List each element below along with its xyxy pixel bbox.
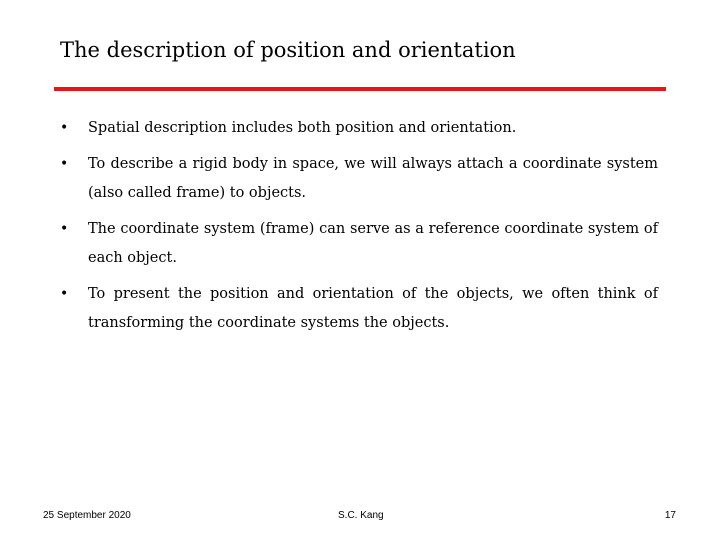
footer-date: 25 September 2020: [43, 510, 131, 521]
footer-author: S.C. Kang: [338, 510, 384, 521]
bullet-text: To describe a rigid body in space, we will always attach a coordinate system (also called frame) to objects.: [88, 156, 658, 201]
bullet-dot-icon: •: [60, 221, 69, 237]
bullet-dot-icon: •: [60, 156, 69, 172]
page-number: 17: [664, 510, 676, 521]
bullet-item: [60, 114, 658, 143]
title-underline: [54, 87, 666, 91]
bullet-text: Spatial description includes both position and orientation.: [88, 120, 517, 136]
bullet-text: To present the position and orientation of the objects, we often think of transforming the coordinate systems the objects.: [88, 286, 658, 331]
bullet-list: [60, 114, 658, 345]
bullet-item: [60, 215, 658, 273]
bullet-item: [60, 280, 658, 338]
bullet-text: The coordinate system (frame) can serve as a reference coordinate system of each object.: [88, 221, 658, 266]
bullet-dot-icon: •: [60, 286, 69, 302]
bullet-item: [60, 150, 658, 208]
slide-title: The description of position and orientation: [60, 38, 516, 62]
bullet-dot-icon: •: [60, 120, 69, 136]
